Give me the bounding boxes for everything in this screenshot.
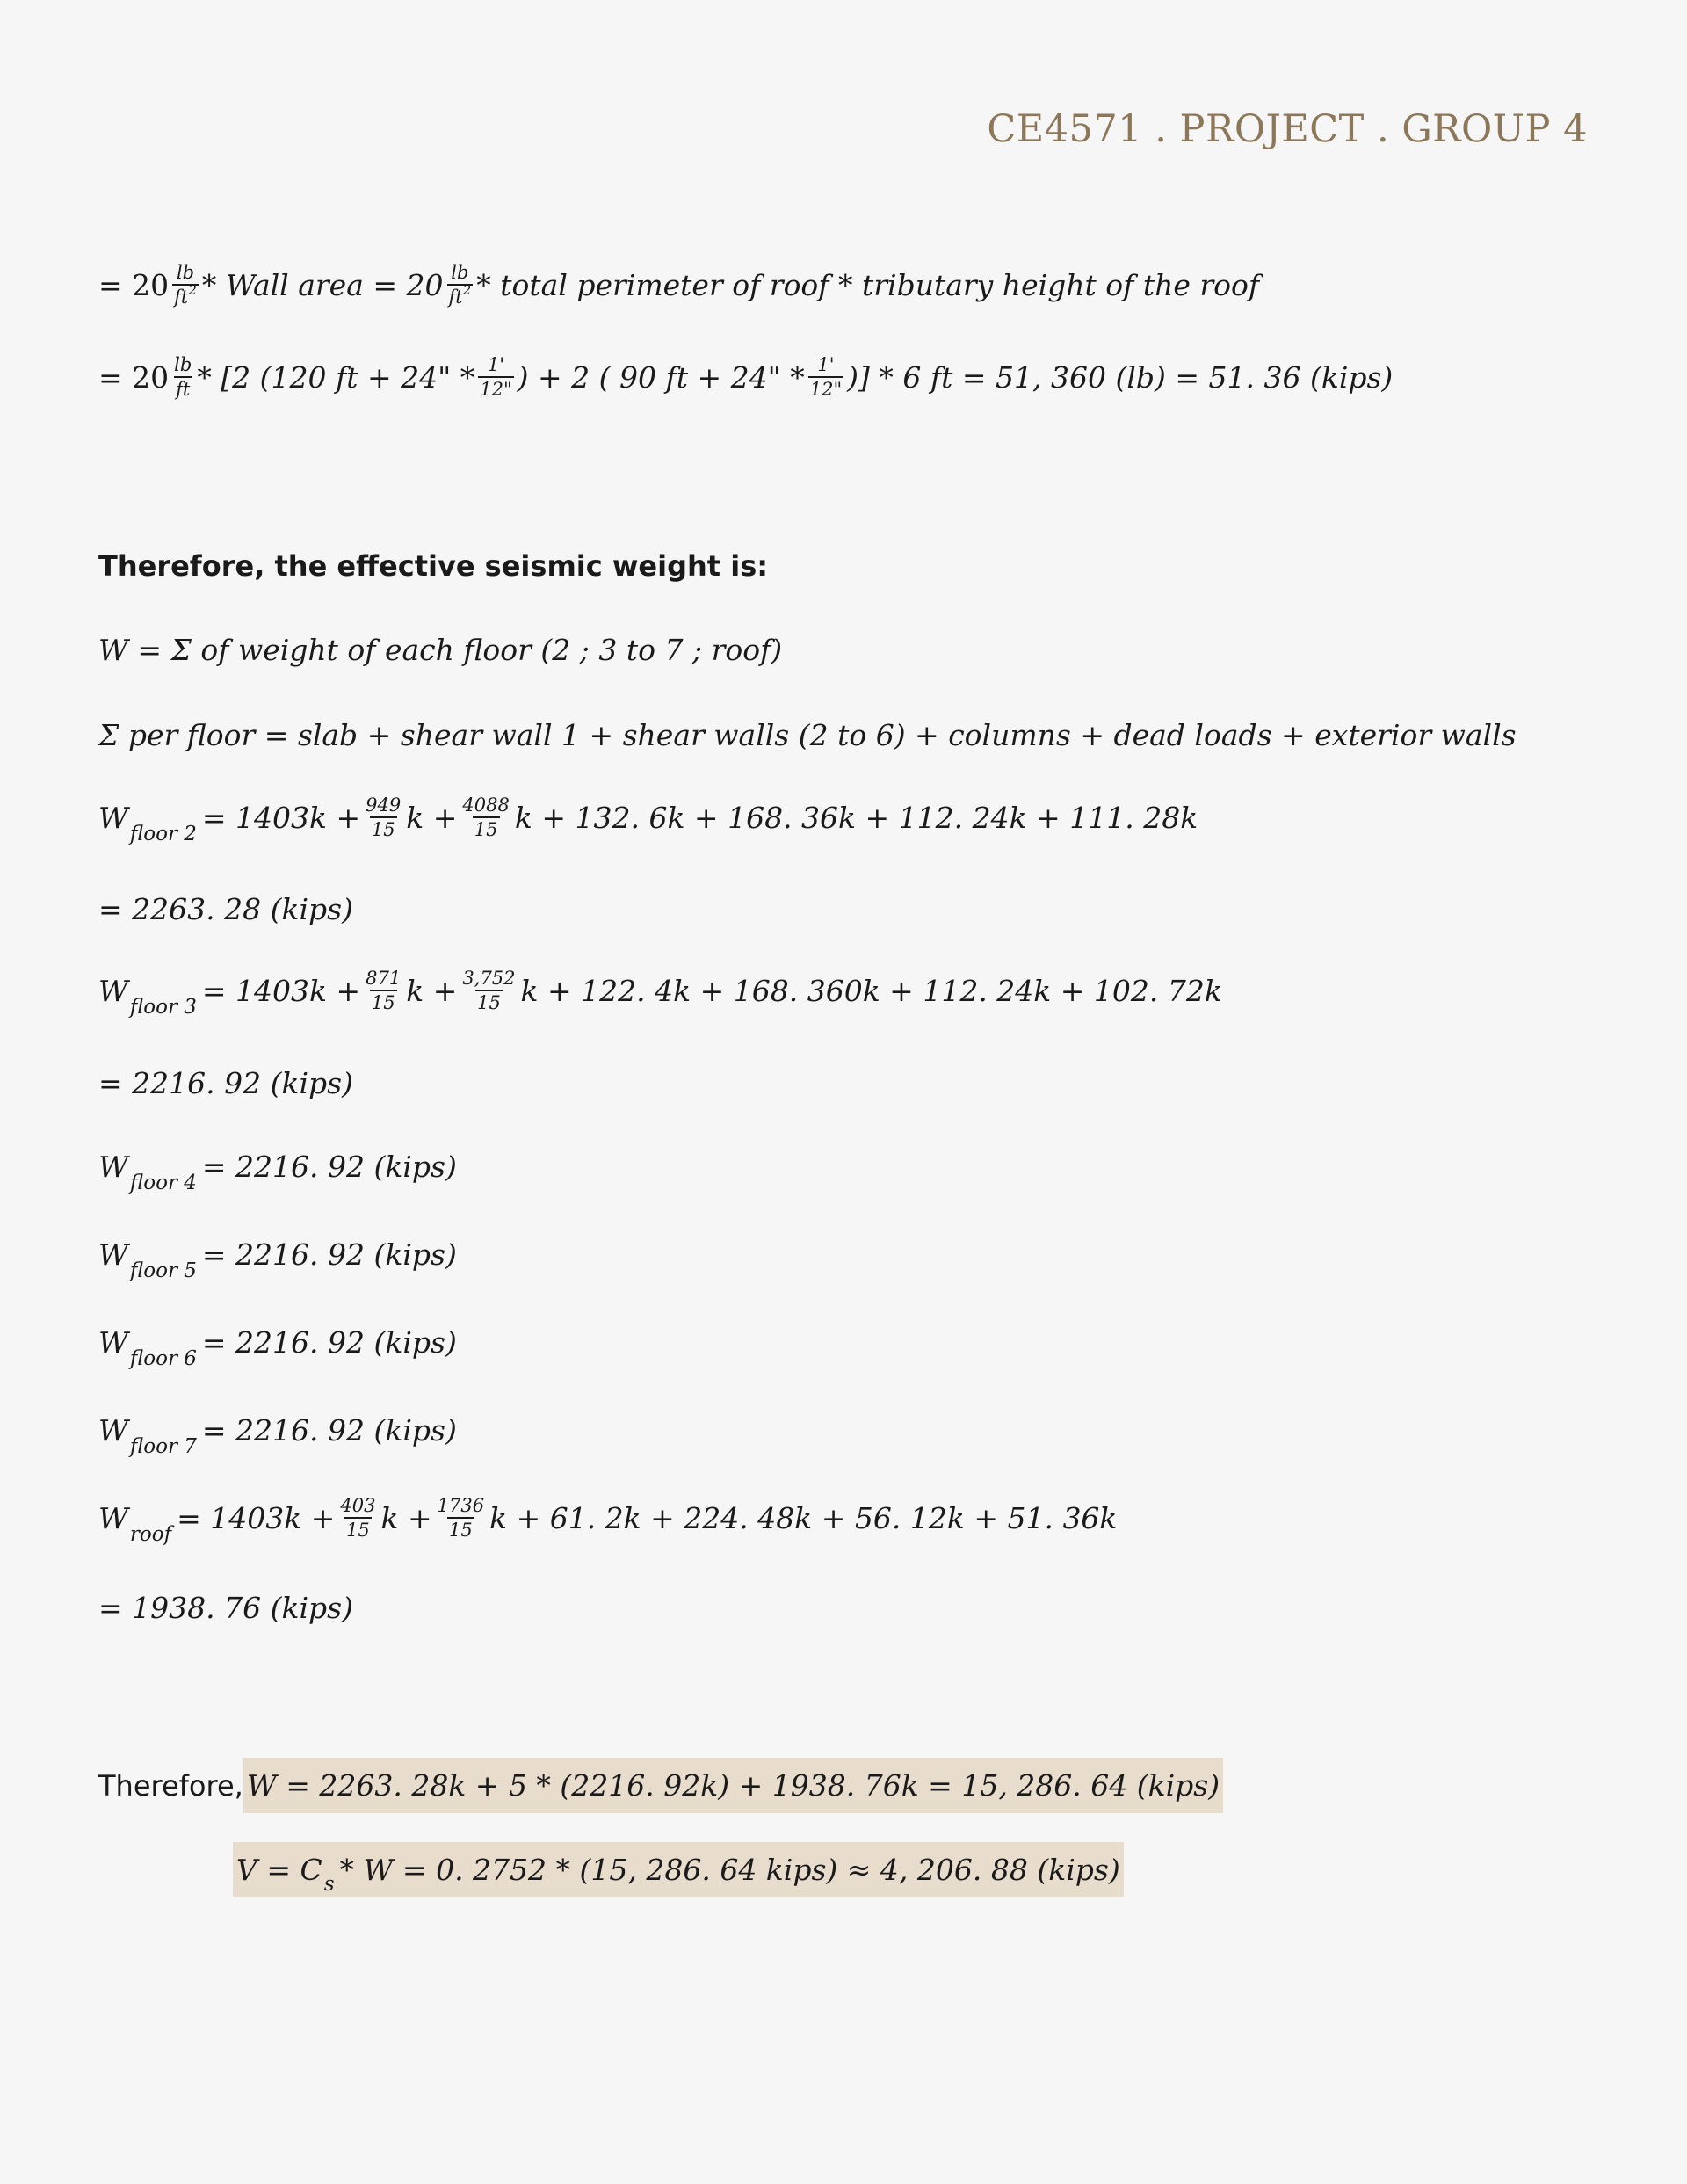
fraction-lb-per-ft2: $\frac{lb}{ft^2}$ [448,262,472,308]
fraction: $\frac{949}{15}$ [366,795,402,840]
floor-2-weight-formula: W floor 2 = 1403k + $\frac{949}{15}$ k + $\frac{4088}{15}$ k + 132. 6k + 168. 36k + 112. 24k + 111. 28k [98,795,1198,845]
highlighted-result: $V = C_s * W = 0$. 2752 * (15, 286. 64 kips) ≈ 4, 206. 88 (kips) [233,1842,1124,1897]
floor-3-weight-formula: W floor 3 = 1403k + $\frac{871}{15}$ k + $\frac{3,752}{15}$ k + 122. 4k + 168. 360k + 112. 24k + 102. 72k [98,968,1222,1019]
fraction-lb-per-ft2: $\frac{lb}{ft^2}$ [174,262,197,308]
roof-weight-formula: W roof = 1403k + $\frac{403}{15}$ k + $\frac{1736}{15}$ k + 61. 2k + 224. 48k + 56. 12k + 51. 36k [98,1495,1118,1546]
floor-5-weight: W floor 5 = 2216. 92 (kips) [98,1237,457,1282]
fraction-ft-per-in: $\frac{1'}{12"}$ [809,354,843,400]
floor-6-weight: W floor 6 = 2216. 92 (kips) [98,1325,457,1370]
seismic-weight-definition: W = Σ of weight of each floor (2 ; 3 to 7 ; roof) [98,633,783,667]
section-heading: Therefore, the effective seismic weight is: [98,549,769,583]
base-shear-result [233,1842,1124,1897]
highlighted-result: W = 2263. 28k + 5 * (2216. 92k) + 1938. 76k = 15, 286. 64 (kips) [243,1758,1223,1813]
wall-weight-formula: = 20 $\frac{lb}{ft^2}$ * Wall area = 20 $\frac{lb}{ft^2}$ * total perimeter of roof * tributary height of the roof [98,262,1260,308]
roof-weight-result: = 1938. 76 (kips) [98,1591,353,1625]
fraction-lb-per-ft: $\frac{lb}{ft}$ [174,354,192,400]
fraction: $\frac{403}{15}$ [340,1495,376,1541]
document-header: CE4571 . PROJECT . GROUP 4 [987,107,1588,151]
wall-weight-calculation: = 20 $\frac{lb}{ft}$ * [2 (120 ft + 24" * $\frac{1'}{12"}$ ) + 2 ( 90 ft + 24" * $\frac{1'}{12"}$ )] * 6 ft = 51, 360 (lb) = 51. 36 (kips) [98,354,1394,400]
total-seismic-weight: Therefore, W = 2263. 28k + 5 * (2216. 92k) + 1938. 76k = 15, 286. 64 (kips) [98,1758,1223,1813]
floor-7-weight: W floor 7 = 2216. 92 (kips) [98,1413,457,1458]
fraction: $\frac{4088}{15}$ [462,795,510,840]
per-floor-sum-definition: Σ per floor = slab + shear wall 1 + shear walls (2 to 6) + columns + dead loads + exterior walls [98,718,1517,752]
fraction: $\frac{3,752}{15}$ [462,968,516,1013]
floor-4-weight: W floor 4 = 2216. 92 (kips) [98,1150,457,1194]
floor-2-weight-result: = 2263. 28 (kips) [98,892,353,926]
fraction: $\frac{1736}{15}$ [437,1495,485,1541]
fraction: $\frac{871}{15}$ [366,968,402,1013]
fraction-ft-per-in: $\frac{1'}{12"}$ [480,354,512,400]
floor-3-weight-result: = 2216. 92 (kips) [98,1066,353,1100]
